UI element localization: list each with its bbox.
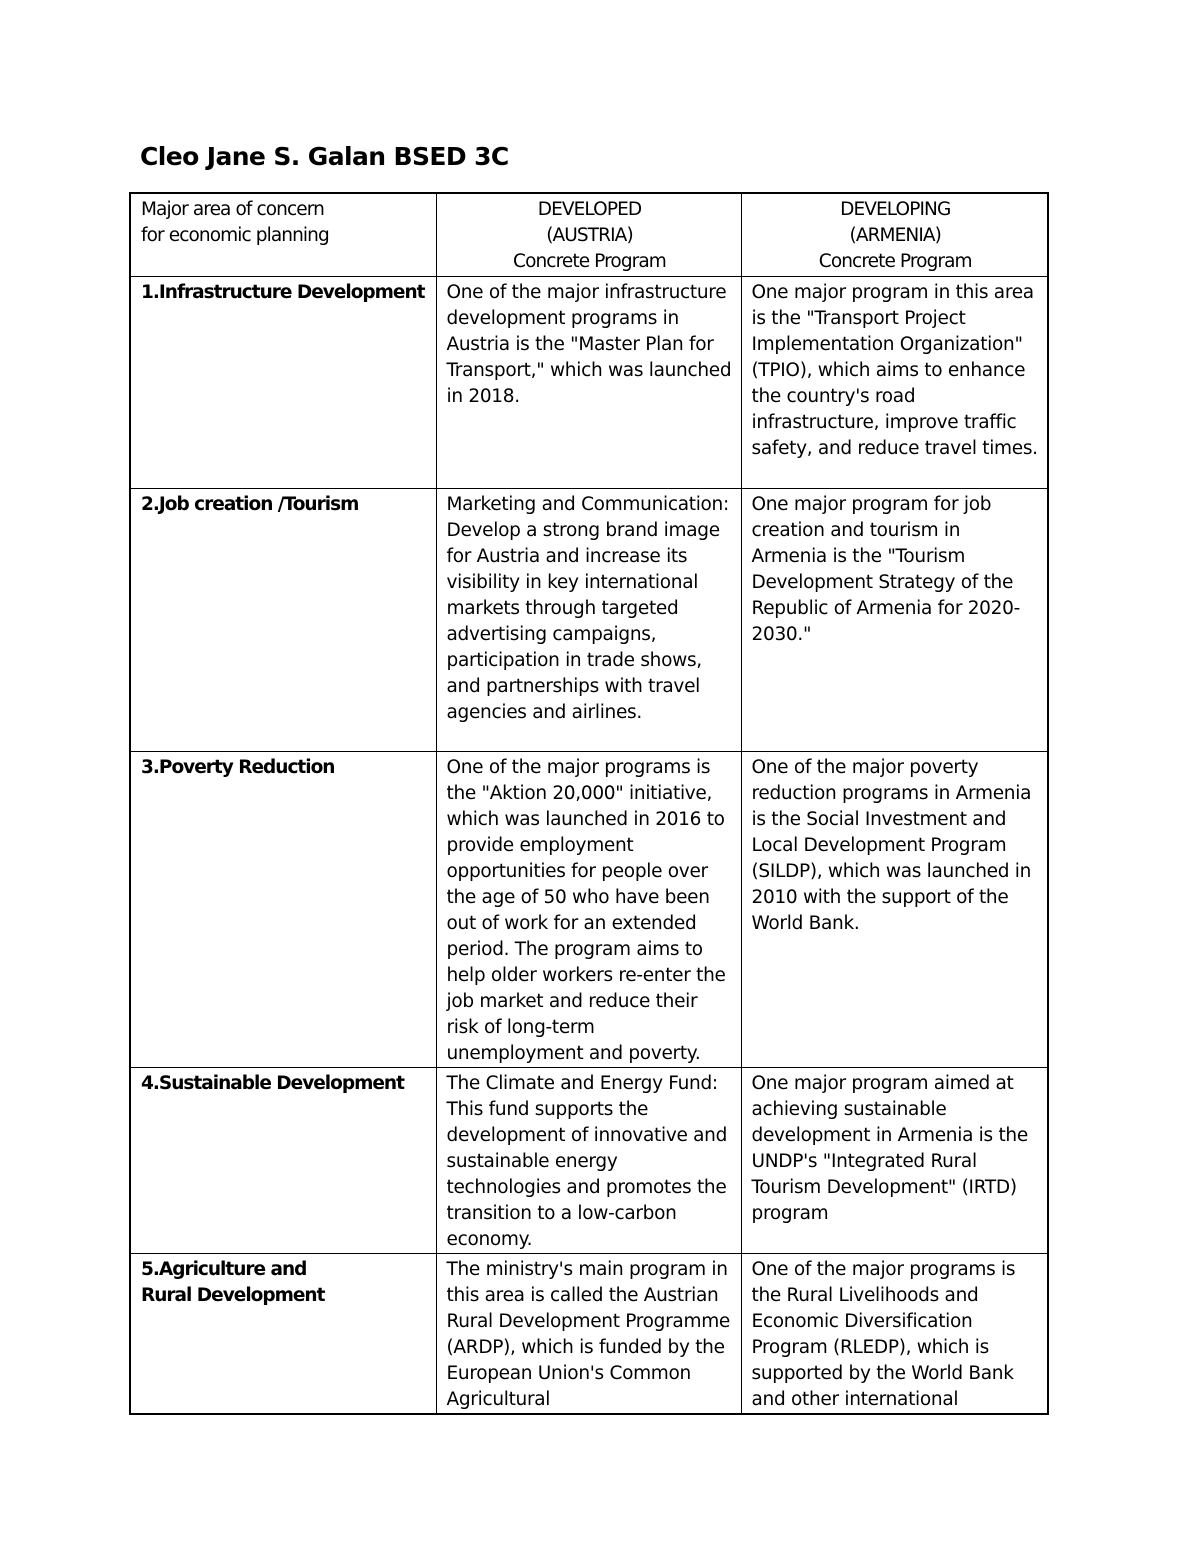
developed-program-text: One of the major programs is the "Aktion 20,000" initiative, which was launched in 2016 to provide employment opportunities for people over the age of 50 who have been out of work for an extended period. The program aims to help older workers re-enter the job market and reduce their risk of long-term unemployment and poverty.	[446, 757, 726, 1064]
header-developing	[741, 193, 1048, 277]
header-developing-line: (ARMENIA)	[849, 225, 941, 246]
table-row	[130, 277, 1048, 489]
developing-cell	[741, 752, 1048, 1068]
developed-program-text: Marketing and Communication: Develop a strong brand image for Austria and increase its visibility in key international markets through targeted advertising campaigns, participation in trade shows, and partnerships with travel agencies and airlines.	[446, 494, 729, 723]
developed-cell	[436, 1068, 741, 1254]
developed-program-text: One of the major infrastructure development programs in Austria is the "Master Plan for Transport," which was launched in 2018.	[446, 282, 732, 407]
area-label: 4.Sustainable Development	[141, 1073, 404, 1094]
table-row	[130, 1068, 1048, 1254]
header-developing-line: Concrete Program	[818, 251, 972, 272]
developed-cell	[436, 752, 741, 1068]
area-cell	[130, 1254, 436, 1415]
developing-program-text: One major program in this area is the "Transport Project Implementation Organization" (TPIO), which aims to enhance the country's road infrastructure, improve traffic safety, and reduce travel times.	[751, 282, 1038, 459]
developed-program-text: The Climate and Energy Fund: This fund supports the development of innovative and sustainable energy technologies and promotes the transition to a low-carbon economy.	[446, 1073, 728, 1250]
header-developed-line: DEVELOPED	[537, 199, 642, 220]
area-cell	[130, 1068, 436, 1254]
developing-cell	[741, 489, 1048, 752]
developed-cell	[436, 489, 741, 752]
header-developed-line: (AUSTRIA)	[546, 225, 633, 246]
economic-planning-table	[129, 192, 1049, 1415]
developing-program-text: One of the major poverty reduction programs in Armenia is the Social Investment and Local Development Program (SILDP), which was launched in 2010 with the support of the World Bank.	[751, 757, 1032, 934]
developing-cell	[741, 1254, 1048, 1415]
area-cell	[130, 752, 436, 1068]
header-area-of-concern	[130, 193, 436, 277]
developed-cell	[436, 277, 741, 489]
developing-program-text: One major program aimed at achieving sustainable development in Armenia is the UNDP's "Integrated Rural Tourism Development" (IRTD) program	[751, 1073, 1028, 1224]
area-label: 2.Job creation /Tourism	[141, 494, 359, 515]
document-title: Cleo Jane S. Galan BSED 3C	[140, 142, 509, 171]
header-developed	[436, 193, 741, 277]
area-label: 5.Agriculture and Rural Development	[141, 1259, 325, 1306]
header-area-line: for economic planning	[141, 225, 329, 246]
header-developing-line: DEVELOPING	[840, 199, 951, 220]
area-label: 3.Poverty Reduction	[141, 757, 335, 778]
developing-cell	[741, 1068, 1048, 1254]
developing-program-text: One major program for job creation and tourism in Armenia is the "Tourism Development Strategy of the Republic of Armenia for 2020-2030."	[751, 494, 1020, 645]
header-area-line: Major area of concern	[141, 199, 324, 220]
developed-program-text: The ministry's main program in this area is called the Austrian Rural Development Programme (ARDP), which is funded by the European Union's Common Agricultural	[446, 1259, 730, 1410]
developing-cell	[741, 277, 1048, 489]
developed-cell	[436, 1254, 741, 1415]
area-cell	[130, 489, 436, 752]
table-row	[130, 752, 1048, 1068]
table-row	[130, 489, 1048, 752]
developing-program-text: One of the major programs is the Rural Livelihoods and Economic Diversification Program (RLEDP), which is supported by the World Bank and other international	[751, 1259, 1016, 1410]
table-header-row	[130, 193, 1048, 277]
header-developed-line: Concrete Program	[513, 251, 666, 272]
area-label: 1.Infrastructure Development	[141, 282, 425, 303]
table-row	[130, 1254, 1048, 1415]
area-cell	[130, 277, 436, 489]
